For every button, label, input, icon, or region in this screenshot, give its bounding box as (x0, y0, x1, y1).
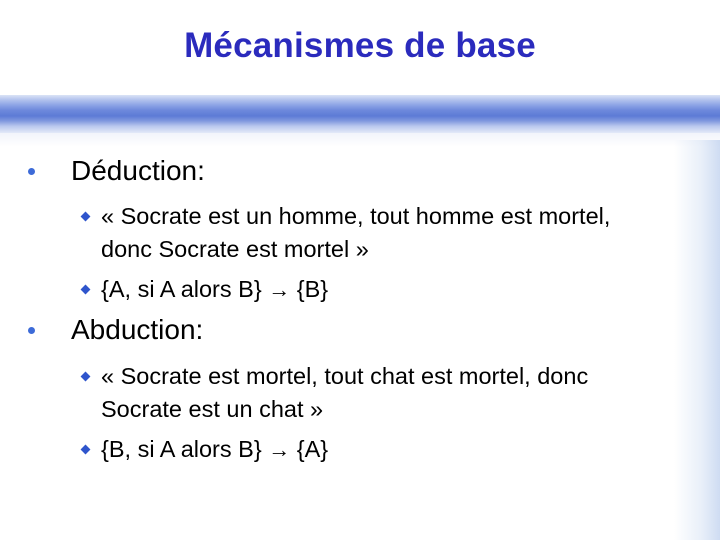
round-bullet-icon (28, 168, 35, 175)
bullet-label: Déduction: (71, 155, 205, 186)
diamond-bullet-icon (81, 372, 91, 382)
diamond-bullet-icon (81, 212, 91, 222)
bar-shadow (0, 133, 720, 147)
formula-premise: {B, si A alors B} (101, 436, 269, 462)
sub-bullet-formula (101, 273, 641, 306)
title-underline-bar (0, 95, 720, 133)
right-edge-decoration (674, 140, 720, 540)
sub-bullet-formula (101, 433, 641, 466)
sub-bullet-text: « Socrate est mortel, tout chat est mortel, donc Socrate est un chat » (101, 363, 589, 422)
bullet-label: Abduction: (71, 314, 204, 345)
round-bullet-icon (28, 327, 35, 334)
arrow-icon: → (268, 437, 291, 462)
diamond-bullet-icon (81, 445, 91, 455)
formula-conclusion: {A} (290, 436, 329, 462)
diamond-bullet-icon (81, 285, 91, 295)
arrow-icon: → (268, 277, 291, 302)
formula-conclusion: {B} (290, 276, 329, 302)
sub-bullet-text: « Socrate est un homme, tout homme est mortel, donc Socrate est mortel » (101, 203, 611, 262)
slide-title: Mécanismes de base (184, 26, 536, 65)
formula-premise: {A, si A alors B} (101, 276, 269, 302)
